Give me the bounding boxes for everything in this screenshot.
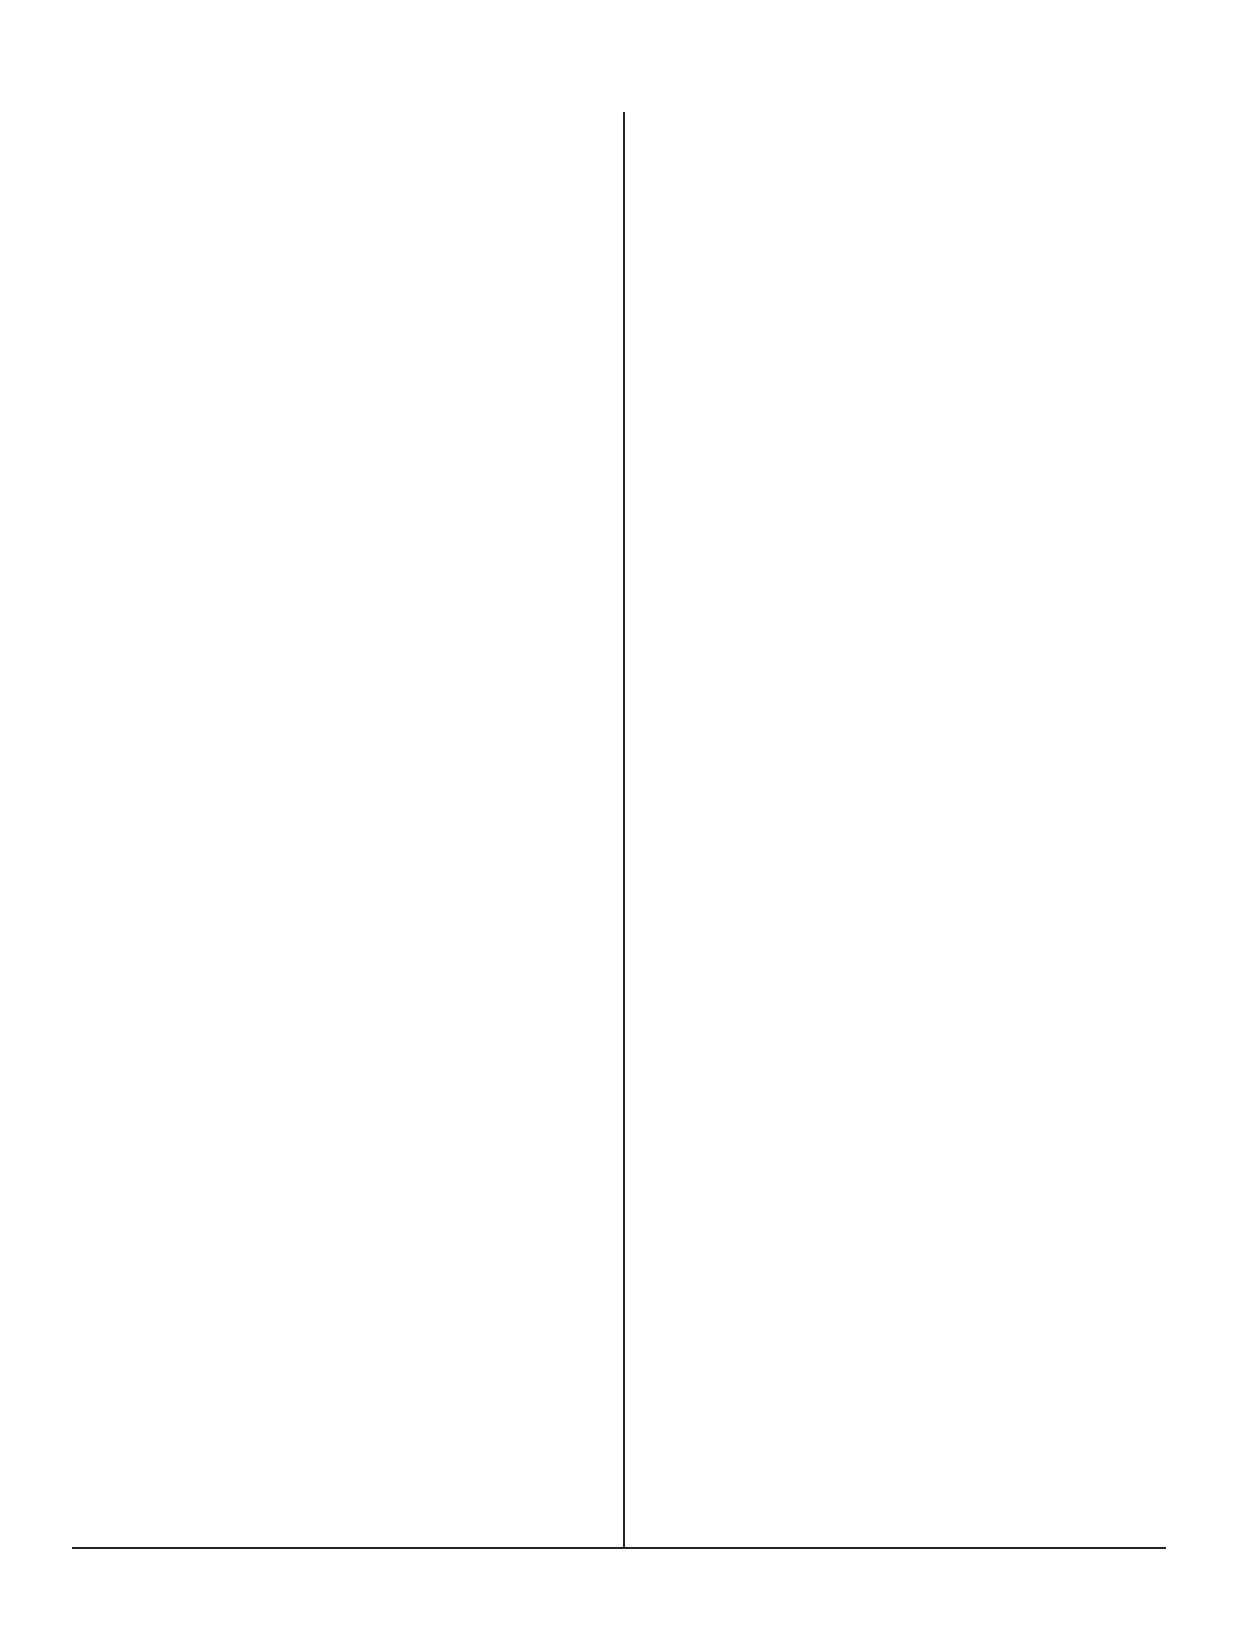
footer-rule <box>72 1547 1166 1549</box>
column-divider <box>623 112 625 1547</box>
